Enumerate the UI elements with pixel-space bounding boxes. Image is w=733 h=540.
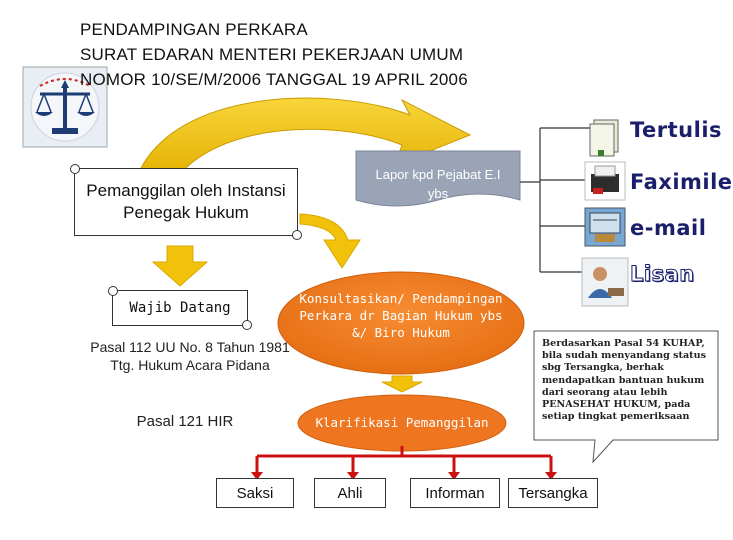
- document-icon: [590, 120, 620, 156]
- fax-icon: [585, 162, 625, 200]
- bent-arrow: [300, 212, 390, 270]
- bottom-box-tersangka: [508, 478, 598, 508]
- bottom-label-saksi: Saksi: [236, 484, 274, 502]
- media-label-email: e-mail: [630, 216, 707, 240]
- down-arrow-left: [153, 246, 207, 286]
- media-label-faximile: Faximile: [630, 170, 733, 194]
- konsultasi-text: Konsultasikan/ Pendampingan Perkara dr Bagian Hukum ybs &/ Biro Hukum: [299, 291, 503, 340]
- red-bracket: [250, 446, 560, 480]
- pemanggilan-text: Pemanggilan oleh Instansi Penegak Hukum: [86, 181, 286, 222]
- media-label-lisan: Lisan: [630, 262, 695, 286]
- bottom-box-saksi: [216, 478, 294, 508]
- bottom-label-ahli: Ahli: [337, 484, 363, 502]
- pasal-121-text: Pasal 121 HIR: [136, 413, 234, 430]
- klarifikasi-text: Klarifikasi Pemanggilan: [315, 415, 489, 430]
- title-line-3: NOMOR 10/SE/M/2006 TANGGAL 19 APRIL 2006: [80, 70, 468, 89]
- pemanggilan-box: [74, 168, 298, 236]
- email-icon: [585, 208, 625, 246]
- wajib-datang-text: Wajib Datang: [129, 300, 231, 316]
- lapor-text: Lapor kpd Pejabat E.I ybs: [375, 167, 501, 201]
- bottom-box-ahli: [314, 478, 386, 508]
- bottom-label-tersangka: Tersangka: [518, 484, 588, 502]
- title-line-2: SURAT EDARAN MENTERI PEKERJAAN UMUM: [80, 45, 464, 64]
- down-arrow-center: [382, 376, 422, 392]
- media-label-tertulis: Tertulis: [630, 118, 723, 142]
- pasal-112-text: Pasal 112 UU No. 8 Tahun 1981 Ttg. Hukum Acara Pidana: [90, 339, 290, 373]
- bottom-box-informan: [410, 478, 500, 508]
- person-talking-icon: [582, 258, 628, 306]
- wajib-datang-box: [112, 290, 248, 326]
- title-line-1: PENDAMPINGAN PERKARA: [80, 20, 308, 39]
- bottom-label-informan: Informan: [425, 484, 485, 502]
- callout-text: Berdasarkan Pasal 54 KUHAP, bila sudah menyandang status sbg Tersangka, berhak mendapatkan bantuan hukum dari seorang atau lebih PENASEHAT HUKUM, pada setiap tingkat pemeriksaan: [542, 338, 706, 423]
